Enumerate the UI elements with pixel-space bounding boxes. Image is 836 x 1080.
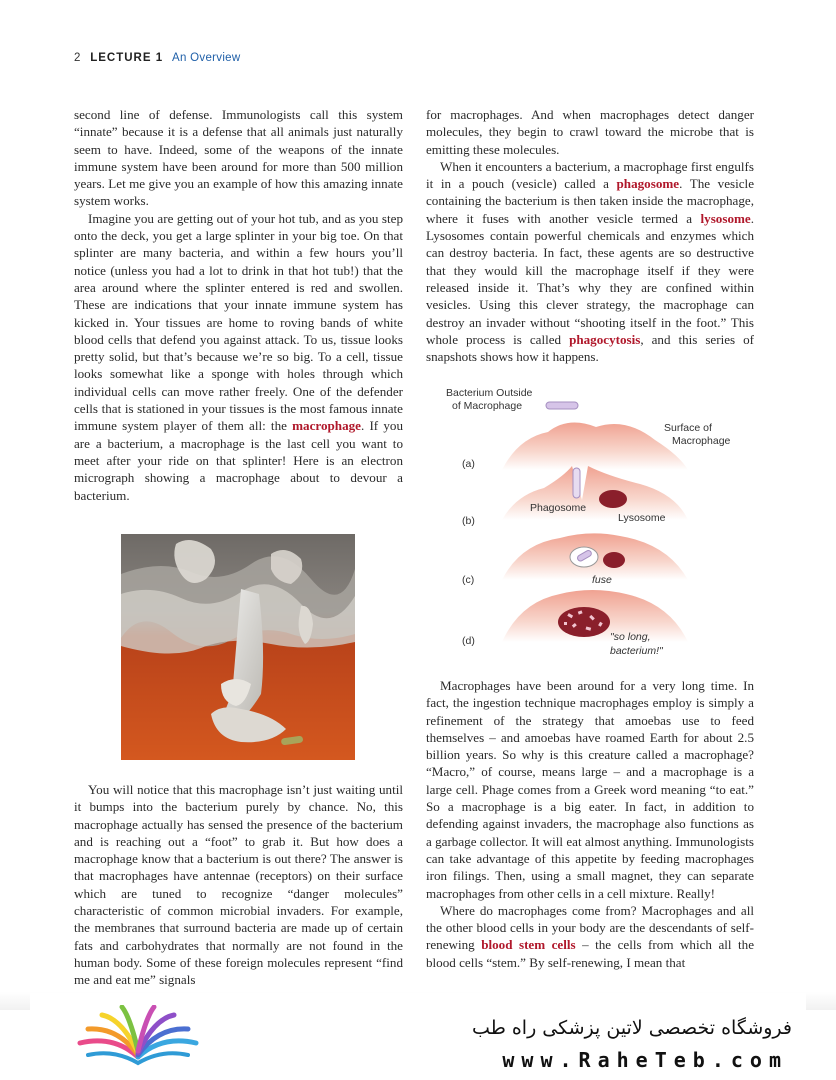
left-column-bottom [74,781,403,989]
section-title: An Overview [171,52,241,64]
step-b: (b) [462,515,475,527]
label-surface: Surface of [664,422,712,434]
paragraph: Where do macrophages come from? Macrophages and all the other blood cells in your body are the descendants of self-renewing blood stem cells – the cells from which all the blood cells “stem.” By self-renewing, I mean that [426,902,755,970]
macrophage-micrograph [121,534,355,760]
label-lysosome: Lysosome [618,512,666,524]
store-url: www.RaheTeb.com [502,1048,788,1072]
term-phagocytosis: phagocytosis [569,331,641,347]
label-so-long-2: bacterium!" [610,645,663,657]
lysosome-c [603,552,625,568]
label-surface-2: Macrophage [672,435,731,447]
label-so-long: "so long, [610,631,651,643]
paragraph: You will notice that this macrophage isn’t just waiting until it bumps into the bacterium purely by chance. No, this macrophage actually has sensed the presence of the bacterium and is reaching out a “foot” to grab it. But how does a macrophage know that a bacterium is out there? The answer is that macrophages have antennae (receptors) on their surface which are tuned to recognize “danger molecules” characteristic of common microbial invaders. For example, the membranes that surround bacteria are made up of certain fats and carbohydrates that normally are not found in the human body. Some of these foreign molecules represent “find me and eat me” signals [74,782,403,988]
step-a: (a) [462,458,475,470]
label-phagosome: Phagosome [530,502,587,514]
label-bacterium-outside: Bacterium Outside [446,387,533,399]
step-c: (c) [462,574,475,586]
store-name: فروشگاه تخصصی لاتین پزشکی راه طب [472,1017,792,1039]
paragraph: Macrophages have been around for a very long time. In fact, the ingestion technique macrophages employ is simply a refinement of the strategy that amoebas use to feed themselves – and amoebas have roamed Earth for about 2.5 billion years. So why is this creature called a macrophage? “Macro,” of course, means large – and a macrophage is a large cell. Phage comes from a Greek word meaning “to eat.” So a macrophage is a big eater. In fact, in addition to defending against invaders, the macrophage also functions as a garbage collector. It will eat almost anything. Immunologists can take advantage of this appetite by feeding macrophages iron filings. Then, using a small magnet, they can separate macrophages from other cells in a cell mixture. Really! [426,678,754,901]
right-column-bottom [426,677,754,971]
lecture-label: LECTURE 1 [90,52,164,64]
bacterium-outside [546,402,578,409]
running-header [74,52,240,64]
term-blood-stem-cells: blood stem cells [481,937,576,953]
paragraph: When it encounters a bacterium, a macrophage first engulfs it in a pouch (vesicle) called a phagosome. The vesicle containing the bacterium is then taken inside the macrophage, where it fuses with another vesicle termed a lysosome. Lysosomes contain powerful chemicals and enzymes which can destroy bacteria. In fact, these agents are so destructive that they would kill the macrophage itself if they were released inside it. That’s why they are confined within vesicles. Using this clever strategy, the macrophage can destroy an invader without “shooting itself in the foot.” This whole process is called phagocytosis, and this series of snapshots shows how it happens. [426,158,755,365]
label-fuse: fuse [592,574,612,586]
lysosome-b [599,490,627,508]
macrophage-surface-a [502,423,688,470]
paragraph: for macrophages. And when macrophages detect danger molecules, they begin to crawl toward the microbe that is emitting these molecules. [426,107,754,157]
page-number: 2 [74,52,81,64]
phagocytosis-diagram [440,380,760,665]
right-column-top [426,106,754,365]
term-macrophage: macrophage [292,418,361,434]
step-d: (d) [462,635,475,647]
paragraph: Imagine you are getting out of your hot tub, and as you step onto the deck, you get a large splinter in your big toe. On that splinter are many bacteria, and within a few hours you’ll notice (unless you had a lot to drink in that hot tub!) that the area around where the splinter entered is red and swollen. These are indications that your innate immune system has kicked in. Your tissues are home to roving bands of white blood cells that defend you against attack. To us, tissue looks pretty solid, but that’s because we’re so big. To a cell, tissue looks somewhat like a sponge with holes through which individual cells can move rather freely. One of the defender cells that is stationed in your tissues is the most famous innate immune system player of them all: the macrophage. If you are a bacterium, a macrophage is the last cell you want to meet after your ride on that splinter! Here is an electron micrograph showing a macrophage about to devour a bacterium. [74,210,403,503]
label-bacterium-outside-2: of Macrophage [452,400,523,412]
paragraph: second line of defense. Immunologists call this system “innate” because it is a defense that all animals just naturally seem to have. Indeed, some of the weapons of the innate immune system have been around for more than 500 million years. Let me give you an example of how this amazing innate system works. [74,107,403,209]
term-lysosome: lysosome [700,210,751,226]
bacterium-b [573,468,580,498]
term-phagosome: phagosome [616,176,680,192]
left-column-top [74,106,403,504]
book-logo-icon [74,1005,202,1072]
watermark-footer [30,993,806,1080]
